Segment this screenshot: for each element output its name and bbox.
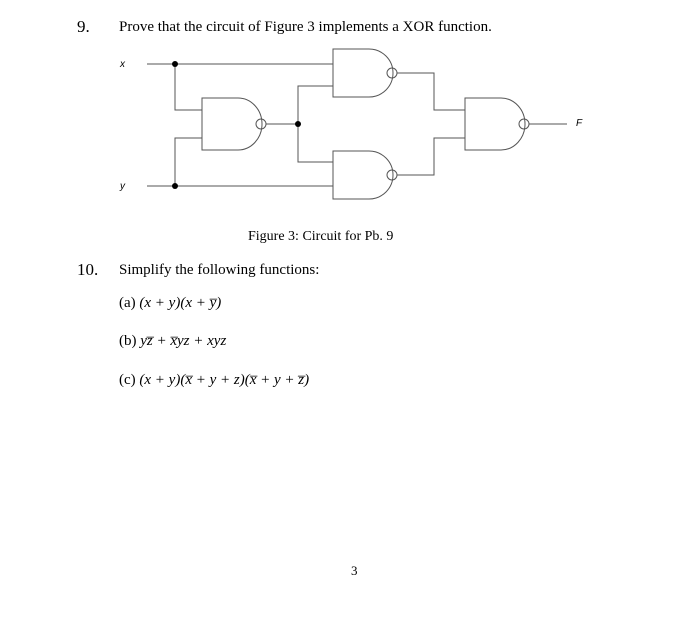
junction-mid <box>295 121 301 127</box>
split-down-wire <box>298 124 333 162</box>
problem-10-text: Simplify the following functions: <box>119 262 320 278</box>
top-gate-output-wire <box>397 73 465 110</box>
nand-gate-output <box>465 98 525 150</box>
part-b <box>119 333 226 350</box>
part-a-label: (a) <box>119 295 136 311</box>
part-a-expression: (x + y)(x + y̅) <box>139 295 222 311</box>
part-c-label: (c) <box>119 372 136 388</box>
junction-y <box>172 183 178 189</box>
nand-bubble-input <box>256 119 266 129</box>
junction-x <box>172 61 178 67</box>
output-f-label: F <box>576 118 583 129</box>
input-y-label: y <box>120 181 125 192</box>
nand-gate-bottom <box>333 151 393 199</box>
figure-caption: Figure 3: Circuit for Pb. 9 <box>248 229 394 244</box>
nand-gate-input <box>202 98 262 150</box>
problem-9-number: 9. <box>77 17 90 36</box>
nand-bubble-output <box>519 119 529 129</box>
problem-9-text: Prove that the circuit of Figure 3 implements a XOR function. <box>119 19 492 35</box>
part-c <box>119 372 309 389</box>
split-up-wire <box>298 86 333 124</box>
nand-bubble-bottom <box>387 170 397 180</box>
bottom-gate-output-wire <box>397 138 465 175</box>
part-c-expression: (x + y)(x̅ + y + z)(x̅ + y + z̅) <box>139 372 310 388</box>
part-a <box>119 295 221 312</box>
part-b-expression: yz̅ + x̅yz + xyz <box>140 333 227 349</box>
input-x-label: x <box>120 59 125 70</box>
part-b-label: (b) <box>119 333 137 349</box>
x-branch-wire <box>175 64 202 110</box>
page-number: 3 <box>351 563 358 578</box>
problem-10-number: 10. <box>77 260 99 279</box>
y-branch-wire <box>175 138 202 186</box>
nand-gate-top <box>333 49 393 97</box>
nand-bubble-top <box>387 68 397 78</box>
